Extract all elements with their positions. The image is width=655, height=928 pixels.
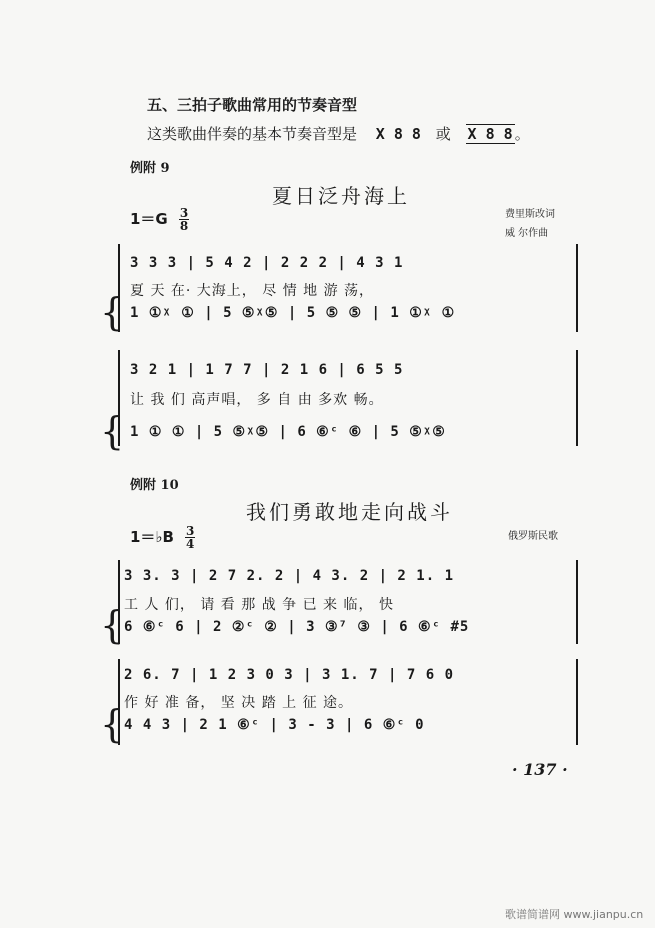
melody-row: 3 3. 3 | 2 7 2. 2 | 4 3. 2 | 2 1. 1 bbox=[124, 568, 455, 584]
system-bar-right bbox=[576, 659, 578, 745]
section-heading: 五、三拍子歌曲常用的节奏音型 bbox=[147, 96, 358, 114]
accompaniment-row: 1 ① ① | 5 ⑤ᵡ⑤ | 6 ⑥ᶜ ⑥ | 5 ⑤ᵡ⑤ bbox=[130, 424, 446, 440]
accompaniment-row: 1 ①ᵡ ① | 5 ⑤ᵡ⑤ | 5 ⑤ ⑤ | 1 ①ᵡ ① bbox=[130, 305, 456, 321]
rhythm-pattern-1: X 8 8 bbox=[375, 125, 421, 143]
example-label-9: 例附 9 bbox=[130, 161, 170, 176]
connector-text: 或 bbox=[435, 125, 451, 143]
system-bar-right bbox=[576, 244, 578, 332]
melody-row: 3 2 1 | 1 7 7 | 2 1 6 | 6 5 5 bbox=[130, 362, 404, 378]
key-text: 1＝G bbox=[130, 210, 168, 228]
time-signature: $\frac{3}{4}$ bbox=[186, 524, 195, 551]
melody-row: 3 3 3 | 5 4 2 | 2 2 2 | 4 3 1 bbox=[130, 255, 404, 271]
accompaniment-row: 4 4 3 | 2 1 ⑥ᶜ | 3 - 3 | 6 ⑥ᶜ 0 bbox=[124, 717, 425, 733]
site-watermark: 歌谱简谱网 www.jianpu.cn bbox=[505, 908, 644, 921]
key-signature-1 bbox=[130, 207, 189, 232]
page-number: · 137 · bbox=[512, 760, 568, 779]
lyrics-row: 作 好 准 备， 坚 决 踏 上 征 途。 bbox=[124, 695, 354, 711]
song-title-2: 我们勇敢地走向战斗 bbox=[246, 500, 453, 524]
lyrics-row: 夏 天 在· 大海上， 尽 情 地 游 荡， bbox=[130, 283, 375, 299]
brace-icon: { bbox=[100, 409, 125, 453]
brace-icon: { bbox=[100, 603, 125, 647]
credit-music-1: 威 尔作曲 bbox=[505, 228, 549, 239]
brace-icon: { bbox=[100, 290, 125, 334]
brace-icon: { bbox=[100, 702, 125, 746]
example-label-10: 例附 10 bbox=[130, 478, 179, 493]
song-title-1: 夏日泛舟海上 bbox=[272, 184, 410, 208]
time-signature: $\frac{3}{8}$ bbox=[179, 206, 189, 233]
key-signature-2 bbox=[130, 525, 195, 550]
key-text: 1＝♭B bbox=[130, 528, 174, 546]
credit-lyrics-1: 费里斯改词 bbox=[505, 209, 555, 220]
rhythm-pattern-2: X 8 8 bbox=[467, 125, 513, 143]
section-description: 这类歌曲伴奏的基本节奏音型是 bbox=[147, 125, 358, 143]
accompaniment-row: 6 ⑥ᶜ 6 | 2 ②ᶜ ② | 3 ③⁷ ③ | 6 ⑥ᶜ #5 bbox=[124, 619, 470, 635]
credit-2: 俄罗斯民歌 bbox=[508, 531, 558, 542]
section-text: 这类歌曲伴奏的基本节奏音型是 X 8 8 或 X 8 8 。 bbox=[147, 125, 530, 143]
lyrics-row: 工 人 们， 请 看 那 战 争 已 来 临， 快 bbox=[124, 597, 394, 613]
system-bar-right bbox=[576, 560, 578, 644]
system-bar-right bbox=[576, 350, 578, 446]
melody-row: 2 6. 7 | 1 2 3 0 3 | 3 1. 7 | 7 6 0 bbox=[124, 667, 455, 683]
lyrics-row: 让 我 们 高声唱， 多 自 由 多欢 畅。 bbox=[130, 392, 384, 408]
